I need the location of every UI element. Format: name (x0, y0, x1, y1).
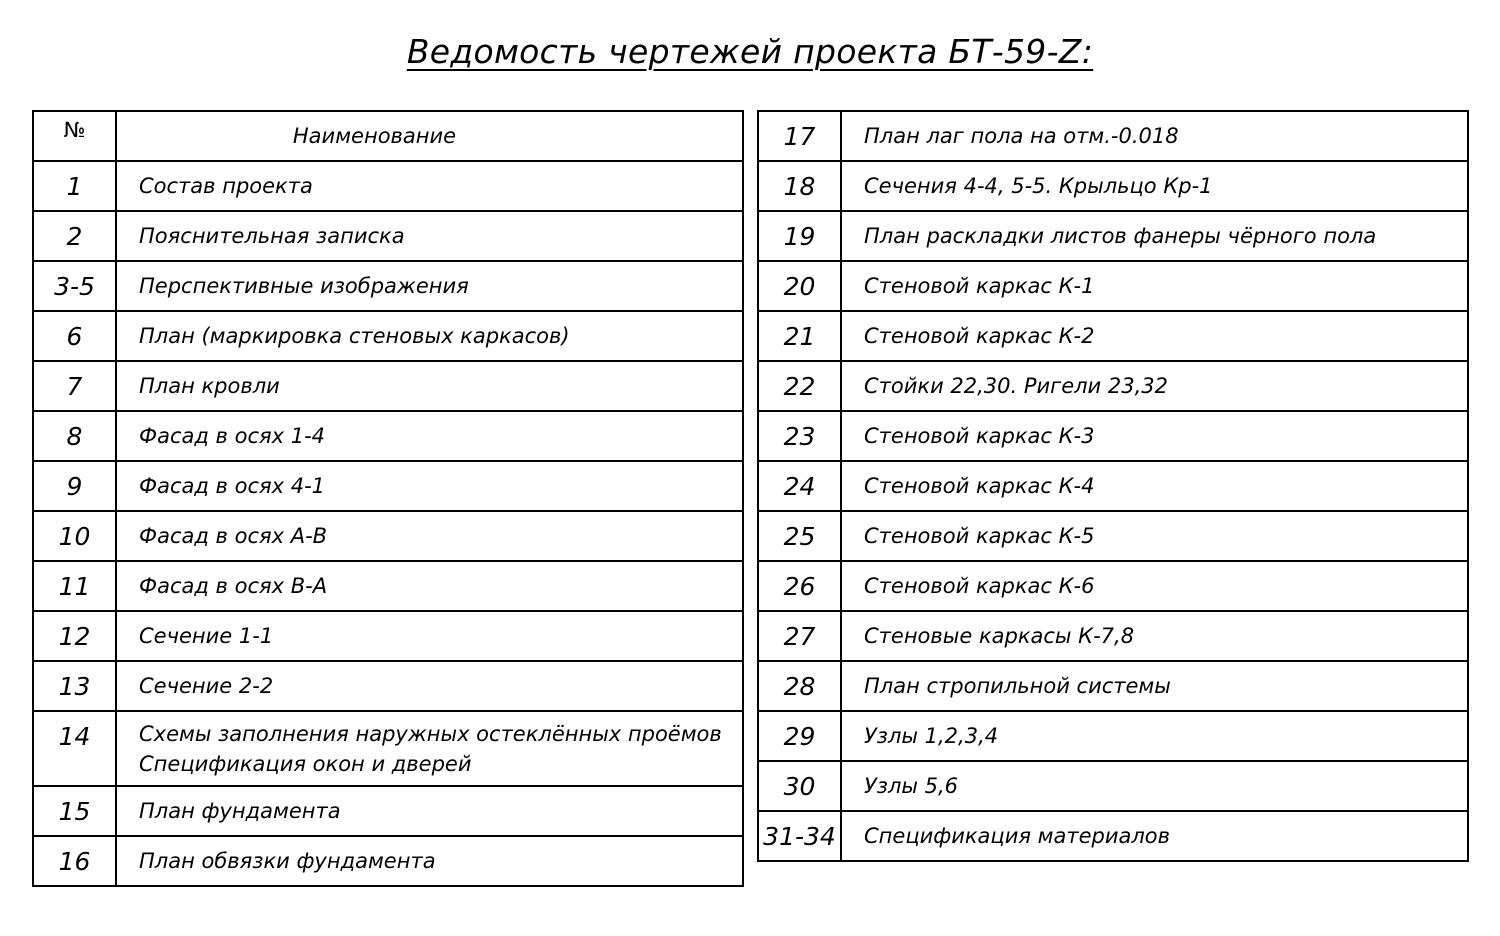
row-number: 19 (758, 211, 841, 261)
row-name: Стеновой каркас К-4 (841, 461, 1468, 511)
table-row (758, 661, 1468, 711)
row-name-line-1: Схемы заполнения наружных остеклённых проёмов (139, 721, 722, 746)
table-row (33, 211, 743, 261)
row-number: 15 (33, 786, 116, 836)
row-name: Стойки 22,30. Ригели 23,32 (841, 361, 1468, 411)
row-number: 31-34 (758, 811, 841, 861)
row-name: План (маркировка стеновых каркасов) (116, 311, 743, 361)
row-number: 10 (33, 511, 116, 561)
row-name: Узлы 5,6 (841, 761, 1468, 811)
row-name: План лаг пола на отм.-0.018 (841, 111, 1468, 161)
row-name: Узлы 1,2,3,4 (841, 711, 1468, 761)
row-name: Сечения 4-4, 5-5. Крыльцо Кр-1 (841, 161, 1468, 211)
row-number: 22 (758, 361, 841, 411)
row-number: 11 (33, 561, 116, 611)
row-number: 9 (33, 461, 116, 511)
table-row (33, 411, 743, 461)
table-row (33, 361, 743, 411)
row-number: 12 (33, 611, 116, 661)
table-row (33, 561, 743, 611)
row-number: 30 (758, 761, 841, 811)
header-name: Наименование (116, 111, 743, 161)
row-number: 14 (33, 711, 116, 786)
row-name: План фундамента (116, 786, 743, 836)
row-number: 17 (758, 111, 841, 161)
table-row (758, 161, 1468, 211)
row-number: 28 (758, 661, 841, 711)
row-name-line-2: Спецификация окон и дверей (139, 751, 472, 776)
row-name: Перспективные изображения (116, 261, 743, 311)
table-row (758, 511, 1468, 561)
row-name: Спецификация материалов (841, 811, 1468, 861)
row-name (116, 711, 743, 786)
row-name: Фасад в осях 4-1 (116, 461, 743, 511)
drawings-table-right (757, 110, 1469, 862)
table-row (758, 611, 1468, 661)
row-number: 6 (33, 311, 116, 361)
document-title-text: Ведомость чертежей проекта БТ-59-Z: (406, 32, 1094, 71)
row-name: План кровли (116, 361, 743, 411)
table-row (33, 711, 743, 786)
row-number: 27 (758, 611, 841, 661)
table-row (33, 261, 743, 311)
row-name: План обвязки фундамента (116, 836, 743, 886)
row-number: 21 (758, 311, 841, 361)
table-header-row (33, 111, 743, 161)
row-number: 25 (758, 511, 841, 561)
table-row (33, 461, 743, 511)
row-name: Стеновой каркас К-3 (841, 411, 1468, 461)
table-row (33, 836, 743, 886)
row-number: 26 (758, 561, 841, 611)
row-name: Сечение 1-1 (116, 611, 743, 661)
row-name: Фасад в осях 1-4 (116, 411, 743, 461)
row-number: 7 (33, 361, 116, 411)
row-name: Стеновой каркас К-6 (841, 561, 1468, 611)
row-number: 13 (33, 661, 116, 711)
table-row (33, 311, 743, 361)
table-row (758, 711, 1468, 761)
row-number: 24 (758, 461, 841, 511)
table-row (758, 261, 1468, 311)
row-number: 1 (33, 161, 116, 211)
table-row (758, 411, 1468, 461)
row-name: Состав проекта (116, 161, 743, 211)
row-name: Фасад в осях В-А (116, 561, 743, 611)
row-number: 2 (33, 211, 116, 261)
row-name: Стеновые каркасы К-7,8 (841, 611, 1468, 661)
row-number: 3-5 (33, 261, 116, 311)
document-title (0, 32, 1500, 71)
table-row (33, 661, 743, 711)
row-number: 29 (758, 711, 841, 761)
row-number: 18 (758, 161, 841, 211)
row-name: Пояснительная записка (116, 211, 743, 261)
table-row (33, 611, 743, 661)
row-name: Фасад в осях А-В (116, 511, 743, 561)
row-number: 23 (758, 411, 841, 461)
table-row (758, 461, 1468, 511)
table-row (758, 561, 1468, 611)
table-row (33, 161, 743, 211)
row-number: 8 (33, 411, 116, 461)
row-number: 20 (758, 261, 841, 311)
table-row (758, 761, 1468, 811)
table-row (33, 511, 743, 561)
table-row (758, 311, 1468, 361)
row-name: Стеновой каркас К-1 (841, 261, 1468, 311)
row-name: Сечение 2-2 (116, 661, 743, 711)
table-row (758, 361, 1468, 411)
table-row (758, 811, 1468, 861)
row-number: 16 (33, 836, 116, 886)
header-number: № (33, 111, 116, 161)
row-name: Стеновой каркас К-5 (841, 511, 1468, 561)
row-name: Стеновой каркас К-2 (841, 311, 1468, 361)
table-row (33, 786, 743, 836)
drawings-table-left (32, 110, 744, 887)
row-name: План стропильной системы (841, 661, 1468, 711)
table-row (758, 211, 1468, 261)
table-row (758, 111, 1468, 161)
row-name: План раскладки листов фанеры чёрного пола (841, 211, 1468, 261)
